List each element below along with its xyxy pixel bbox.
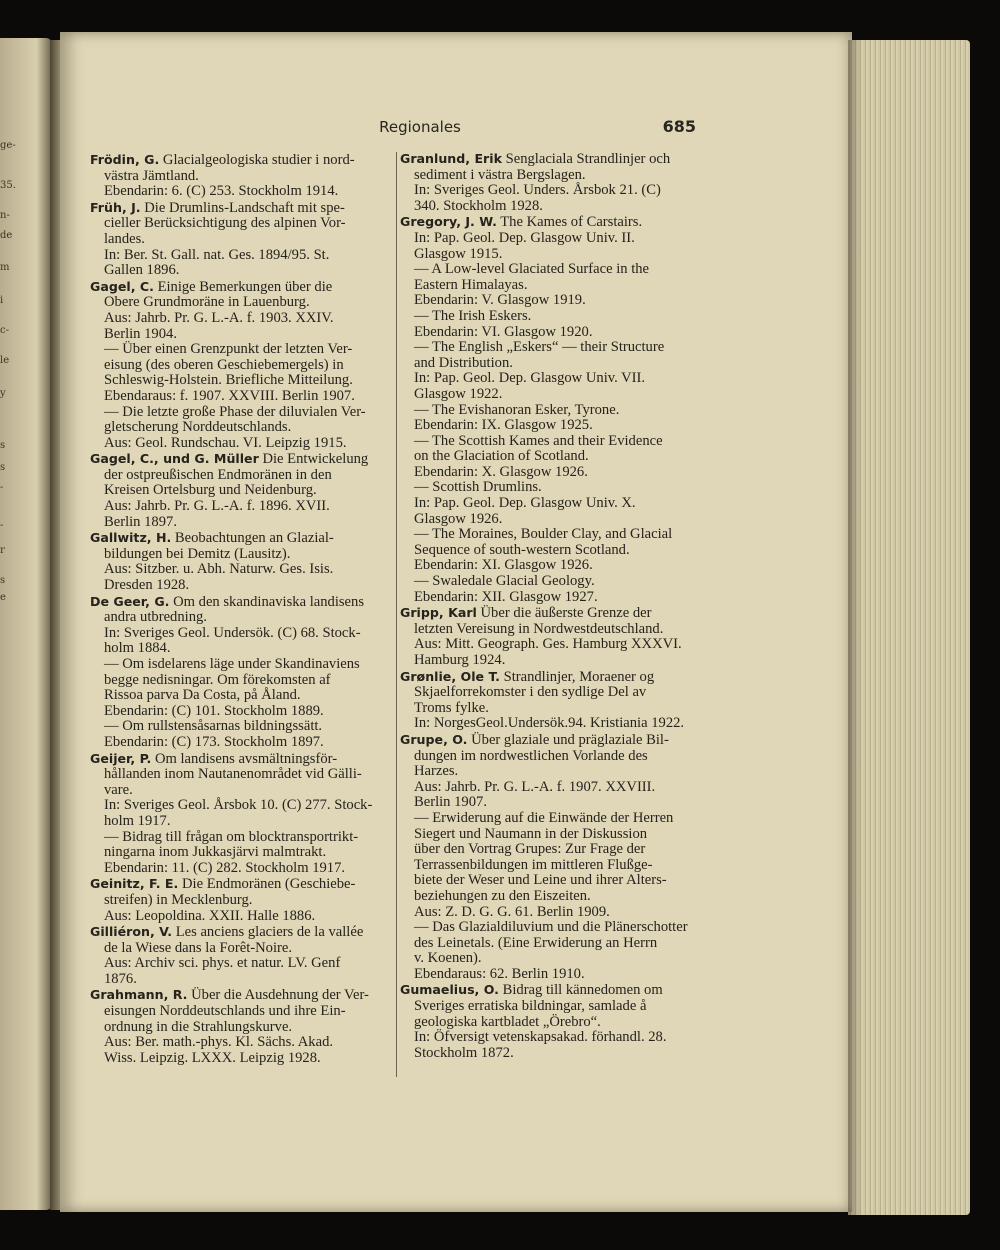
entry-first-line	[90, 876, 386, 893]
entry-text: holm 1884.	[104, 640, 171, 657]
entry-line	[90, 420, 386, 436]
entry-text: Rissoa parva Da Costa, på Åland.	[104, 687, 301, 704]
left-page-fragment: ge-	[0, 140, 16, 151]
entry-text: Troms fylke.	[414, 699, 489, 716]
entry-line	[400, 653, 700, 669]
entry-text: In: Pap. Geol. Dep. Glasgow Univ. II.	[414, 229, 635, 246]
left-page-fragment: le	[0, 355, 10, 366]
entry-text: — Bidrag till frågan om blocktransportrikt-	[104, 828, 359, 845]
entry-text: hållanden inom Nautanenområdet vid Gälli-	[104, 766, 362, 783]
entry-author: Geinitz, F. E.	[90, 876, 179, 892]
entry-line	[400, 685, 700, 701]
entry-first-line	[90, 200, 386, 217]
entry-text: Glasgow 1922.	[414, 385, 503, 402]
entry-text: letzten Vereisung in Nordwestdeutschland.	[414, 620, 664, 637]
entry-line	[400, 309, 700, 325]
entry-text: Die Entwickelung	[262, 451, 369, 468]
entry-line	[90, 657, 386, 673]
bibliography-entry	[90, 751, 386, 877]
entry-text: Aus: Jahrb. Pr. G. L.-A. f. 1903. XXIV.	[104, 309, 334, 326]
entry-line	[400, 293, 700, 309]
entry-line	[90, 845, 386, 861]
bibliography-entry	[90, 152, 386, 200]
entry-text: Les anciens glaciers de la vallée	[175, 924, 364, 941]
entry-line	[90, 688, 386, 704]
entry-text: streifen) in Mecklenburg.	[104, 891, 253, 908]
entry-first-line	[90, 152, 386, 169]
entry-line	[400, 449, 700, 465]
entry-line	[400, 434, 700, 450]
left-page-fragment: s	[0, 440, 6, 451]
entry-line	[90, 830, 386, 846]
entry-text: — The Irish Eskers.	[414, 307, 532, 324]
entry-text: and Distribution.	[414, 354, 513, 371]
entry-line	[400, 749, 700, 765]
entry-line	[90, 562, 386, 578]
entry-line	[400, 999, 700, 1015]
entry-line	[90, 972, 386, 988]
entry-text: Einige Bemerkungen über die	[157, 278, 333, 295]
entry-line	[90, 483, 386, 499]
entry-line	[400, 247, 700, 263]
entry-text: Schleswig-Holstein. Briefliche Mitteilung.	[104, 372, 353, 389]
bibliography-entry	[400, 982, 700, 1061]
entry-text: landes.	[104, 230, 145, 247]
entry-text: Aus: Z. D. G. G. 61. Berlin 1909.	[414, 903, 610, 920]
entry-line	[90, 956, 386, 972]
entry-line	[400, 527, 700, 543]
entry-text: Ebendaraus: f. 1907. XXVIII. Berlin 1907.	[104, 387, 355, 404]
entry-text: In: Sveriges Geol. Unders. Årsbok 21. (C)	[414, 182, 661, 199]
left-page-fragment: -	[0, 482, 4, 493]
entry-line	[400, 827, 700, 843]
entry-text: — Swaledale Glacial Geology.	[414, 573, 595, 590]
entry-line	[400, 371, 700, 387]
entry-line	[400, 512, 700, 528]
entry-line	[90, 893, 386, 909]
entry-line	[90, 263, 386, 279]
entry-line	[400, 168, 700, 184]
entry-text: Aus: Archiv sci. phys. et natur. LV. Genf	[104, 955, 341, 972]
entry-text: — Om isdelarens läge under Skandinaviens	[104, 656, 360, 672]
left-page-fragment: s	[0, 575, 6, 586]
entry-text: holm 1917.	[104, 812, 171, 829]
entry-text: In: Pap. Geol. Dep. Glasgow Univ. VII.	[414, 370, 646, 387]
entry-first-line	[90, 279, 386, 296]
entry-line	[400, 889, 700, 905]
entry-text: on the Glaciation of Scotland.	[414, 448, 589, 465]
entry-text: Glasgow 1926.	[414, 510, 503, 527]
entry-line	[90, 169, 386, 185]
entry-text: Om landisens avsmältningsför-	[154, 750, 338, 767]
entry-text: vare.	[104, 781, 133, 798]
entry-line	[400, 574, 700, 590]
entry-text: Die Drumlins-Landschaft mit spe-	[144, 199, 345, 216]
entry-text: Glasgow 1915.	[414, 245, 503, 262]
entry-line	[90, 798, 386, 814]
entry-text: Aus: Jahrb. Pr. G. L.-A. f. 1907. XXVIII.	[414, 778, 656, 795]
entry-line	[400, 920, 700, 936]
entry-line	[400, 780, 700, 796]
bibliography-entry	[400, 669, 700, 732]
entry-text: — Erwiderung auf die Einwände der Herren	[414, 809, 674, 826]
entry-text: Terrassenbildungen im mittleren Flußge-	[414, 856, 653, 873]
entry-line	[400, 811, 700, 827]
entry-text: bildungen bei Demitz (Lausitz).	[104, 545, 291, 562]
entry-line	[400, 590, 700, 606]
entry-text: begge nedisningar. Om förekomsten af	[104, 671, 331, 688]
entry-line	[90, 767, 386, 783]
entry-text: cieller Berücksichtigung des alpinen Vor-	[104, 215, 346, 232]
entry-text: Aus: Jahrb. Pr. G. L.-A. f. 1896. XVII.	[104, 498, 330, 515]
entry-line	[400, 701, 700, 717]
entry-text: — Om rullstensåsarnas bildningssätt.	[104, 718, 323, 735]
entry-line	[400, 951, 700, 967]
entry-author: Gagel, C.	[90, 278, 154, 294]
entry-line	[90, 941, 386, 957]
entry-text: Skjaelforrekomster i den sydlige Del av	[414, 684, 647, 701]
entry-line	[400, 873, 700, 889]
entry-text: In: Pap. Geol. Dep. Glasgow Univ. X.	[414, 495, 636, 512]
entry-author: Gumaelius, O.	[400, 982, 499, 998]
entry-text: Über glaziale und präglaziale Bil-	[471, 731, 669, 748]
entry-line	[400, 465, 700, 481]
entry-line	[400, 199, 700, 215]
column-divider	[396, 152, 397, 1077]
entry-line	[400, 716, 700, 732]
entry-text: Sequence of south-western Scotland.	[414, 541, 630, 558]
entry-line	[90, 358, 386, 374]
entry-text: Hamburg 1924.	[414, 652, 506, 668]
left-page-fragment: m	[0, 262, 10, 273]
entry-text: Über die äußerste Grenze der	[480, 605, 652, 622]
left-page-fragment: s	[0, 462, 6, 473]
entry-line	[400, 936, 700, 952]
entry-text: Harzes.	[414, 763, 459, 780]
page-number: 685	[662, 117, 696, 136]
entry-first-line	[400, 669, 700, 686]
entry-text: Ebendarin: V. Glasgow 1919.	[414, 292, 586, 309]
left-page-fragment: e	[0, 592, 6, 603]
bibliography-entry	[400, 151, 700, 214]
entry-text: gletscherung Norddeutschlands.	[104, 419, 292, 436]
entry-text: In: NorgesGeol.Undersök.94. Kristiania 1922.	[414, 715, 685, 732]
entry-line	[400, 1030, 700, 1046]
entry-text: eisung (des oberen Geschiebemergels) in	[104, 356, 344, 373]
entry-text: In: Sveriges Geol. Undersök. (C) 68. Stock-	[104, 624, 361, 641]
entry-text: Ebendarin: 11. (C) 282. Stockholm 1917.	[104, 859, 346, 876]
entry-text: Aus: Geol. Rundschau. VI. Leipzig 1915.	[104, 434, 347, 451]
entry-line	[90, 295, 386, 311]
entry-line	[90, 814, 386, 830]
entry-line	[90, 547, 386, 563]
entry-line	[90, 499, 386, 515]
entry-line	[90, 216, 386, 232]
entry-text: Aus: Leopoldina. XXII. Halle 1886.	[104, 907, 316, 924]
entry-text: västra Jämtland.	[104, 167, 199, 184]
entry-line	[400, 637, 700, 653]
entry-text: ordnung in die Strahlungskurve.	[104, 1018, 293, 1035]
entry-line	[400, 622, 700, 638]
bibliography-entry	[400, 214, 700, 605]
left-page-fragment: i	[0, 295, 4, 306]
entry-text: Stockholm 1872.	[414, 1044, 514, 1061]
entry-first-line	[90, 451, 386, 468]
entry-author: Grønlie, Ole T.	[400, 668, 500, 684]
entry-line	[400, 403, 700, 419]
entry-first-line	[400, 605, 700, 622]
entry-line	[90, 232, 386, 248]
entry-text: Strandlinjer, Moraener og	[503, 668, 655, 685]
bibliography-entry	[90, 451, 386, 530]
bibliography-entry	[90, 876, 386, 924]
entry-line	[400, 967, 700, 983]
entry-first-line	[400, 732, 700, 749]
entry-text: Aus: Sitzber. u. Abh. Naturw. Ges. Isis.	[104, 561, 334, 578]
entry-line	[90, 673, 386, 689]
entry-text: der ostpreußischen Endmoränen in den	[104, 466, 332, 483]
entry-line	[400, 1015, 700, 1031]
entry-text: eisungen Norddeutschlands und ihre Ein-	[104, 1003, 346, 1020]
entry-line	[400, 325, 700, 341]
entry-first-line	[90, 594, 386, 611]
entry-text: In: Sveriges Geol. Årsbok 10. (C) 277. Stock-	[104, 797, 373, 814]
entry-line	[400, 1046, 700, 1062]
entry-text: Dresden 1928.	[104, 577, 190, 594]
left-page-fragment: c-	[0, 325, 9, 336]
bibliography-entry	[90, 530, 386, 593]
bibliography-entry	[400, 732, 700, 983]
entry-line	[400, 278, 700, 294]
entry-text: — The Evishanoran Esker, Tyrone.	[414, 401, 620, 418]
entry-text: über den Vortrag Grupes: Zur Frage der	[414, 841, 646, 858]
entry-text: — The Scottish Kames and their Evidence	[414, 432, 663, 449]
entry-line	[400, 543, 700, 559]
entry-text: — The Moraines, Boulder Clay, and Glacial	[414, 526, 673, 543]
entry-text: Bidrag till kännedomen om	[502, 982, 663, 999]
entry-text: In: Öfversigt vetenskapsakad. förhandl. 28.	[414, 1029, 667, 1046]
bibliography-entry	[90, 924, 386, 987]
entry-first-line	[90, 751, 386, 768]
entry-text: Ebendarin: 6. (C) 253. Stockholm 1914.	[104, 183, 339, 200]
entry-line	[400, 496, 700, 512]
entry-line	[90, 783, 386, 799]
entry-author: Gregory, J. W.	[400, 214, 497, 230]
entry-text: Siegert und Naumann in der Diskussion	[414, 825, 648, 842]
entry-text: The Kames of Carstairs.	[500, 214, 643, 231]
entry-line	[90, 436, 386, 452]
entry-text: geologiska kartbladet „Örebro“.	[414, 1013, 601, 1030]
left-page-fragment: r	[0, 545, 5, 556]
left-column	[90, 152, 386, 1066]
entry-text: — Das Glazialdiluvium und die Plänerschotter	[414, 919, 688, 936]
left-page-fragment: n-	[0, 210, 10, 221]
entry-text: Wiss. Leipzig. LXXX. Leipzig 1928.	[104, 1049, 321, 1066]
entry-text: Aus: Ber. math.-phys. Kl. Sächs. Akad.	[104, 1034, 334, 1051]
entry-text: Beobachtungen an Glazial-	[174, 530, 334, 547]
left-page-fragment: de	[0, 230, 13, 241]
entry-line	[90, 719, 386, 735]
entry-line	[90, 311, 386, 327]
entry-text: — Scottish Drumlins.	[414, 479, 542, 496]
entry-text: Ebendarin: VI. Glasgow 1920.	[414, 323, 593, 340]
bibliography-entry	[90, 594, 386, 751]
entry-first-line	[400, 214, 700, 231]
page-edge-shadow	[848, 40, 862, 1215]
entry-text: Ebendarin: (C) 101. Stockholm 1889.	[104, 702, 324, 719]
entry-first-line	[400, 982, 700, 999]
entry-line	[400, 262, 700, 278]
bibliography-entry	[400, 605, 700, 668]
entry-line	[90, 1051, 386, 1067]
entry-line	[90, 641, 386, 657]
page-block-edge	[848, 40, 970, 1215]
entry-text: Eastern Himalayas.	[414, 276, 528, 293]
entry-text: biete der Weser und Leine und ihrer Alters-	[414, 872, 667, 889]
entry-text: Berlin 1904.	[104, 325, 177, 342]
running-title: Regionales	[379, 118, 461, 136]
entry-line	[400, 356, 700, 372]
entry-text: Aus: Mitt. Geograph. Ges. Hamburg XXXVI.	[414, 636, 682, 653]
entry-text: dungen im nordwestlichen Vorlande des	[414, 747, 648, 764]
entry-line	[90, 389, 386, 405]
entry-line	[400, 480, 700, 496]
entry-text: — Die letzte große Phase der diluvialen Ver-	[104, 403, 366, 420]
entry-author: Grahmann, R.	[90, 987, 188, 1003]
entry-author: Grupe, O.	[400, 731, 468, 747]
entry-line	[90, 1035, 386, 1051]
entry-author: Gallwitz, H.	[90, 530, 172, 546]
entry-line	[90, 468, 386, 484]
entry-text: — The English „Eskers“ — their Structure	[414, 339, 665, 356]
entry-text: 1876.	[104, 970, 137, 987]
entry-text: andra utbredning.	[104, 609, 207, 626]
entry-line	[400, 795, 700, 811]
entry-line	[90, 373, 386, 389]
entry-line	[90, 578, 386, 594]
entry-line	[400, 418, 700, 434]
entry-text: sediment i västra Bergslagen.	[414, 166, 586, 183]
entry-line	[90, 861, 386, 877]
entry-text: Ebendarin: X. Glasgow 1926.	[414, 463, 588, 480]
entry-line	[90, 626, 386, 642]
entry-line	[90, 1004, 386, 1020]
left-page-fragment: y	[0, 388, 6, 399]
entry-author: Gagel, C., und G. Müller	[90, 451, 259, 467]
entry-text: Die Endmoränen (Geschiebe-	[181, 876, 356, 893]
entry-line	[400, 764, 700, 780]
entry-text: Ebendarin: XII. Glasgow 1927.	[414, 588, 598, 605]
entry-author: Geijer, P.	[90, 750, 152, 766]
entry-line	[400, 231, 700, 247]
entry-line	[90, 704, 386, 720]
entry-author: Gripp, Karl	[400, 605, 477, 621]
entry-line	[400, 183, 700, 199]
entry-text: ningarna inom Jukkasjärvi malmtrakt.	[104, 844, 327, 861]
entry-line	[400, 905, 700, 921]
entry-text: v. Koenen).	[414, 950, 482, 967]
entry-line	[90, 610, 386, 626]
entry-line	[400, 842, 700, 858]
entry-text: Berlin 1897.	[104, 513, 177, 530]
entry-text: Obere Grundmoräne in Lauenburg.	[104, 294, 310, 311]
entry-author: Gilliéron, V.	[90, 924, 173, 940]
entry-text: 340. Stockholm 1928.	[414, 197, 543, 214]
entry-line	[90, 735, 386, 751]
entry-author: De Geer, G.	[90, 593, 170, 609]
entry-first-line	[400, 151, 700, 168]
left-page-fragment: 35.	[0, 180, 16, 191]
entry-line	[400, 858, 700, 874]
entry-text: Ebendarin: XI. Glasgow 1926.	[414, 557, 593, 574]
left-page-fragment: -	[0, 520, 4, 531]
entry-author: Granlund, Erik	[400, 151, 502, 166]
entry-line	[90, 248, 386, 264]
entry-line	[90, 909, 386, 925]
entry-text: Ebendarin: (C) 173. Stockholm 1897.	[104, 733, 324, 750]
bibliography-entry	[90, 279, 386, 452]
entry-first-line	[90, 987, 386, 1004]
entry-author: Früh, J.	[90, 199, 141, 215]
entry-first-line	[90, 924, 386, 941]
entry-text: — Über einen Grenzpunkt der letzten Ver-	[104, 341, 353, 358]
entry-text: Berlin 1907.	[414, 794, 487, 811]
entry-text: des Leinetals. (Eine Erwiderung an Herrn	[414, 934, 658, 951]
entry-first-line	[90, 530, 386, 547]
entry-line	[90, 327, 386, 343]
entry-text: Über die Ausdehnung der Ver-	[191, 987, 369, 1004]
entry-text: Ebendaraus: 62. Berlin 1910.	[414, 965, 585, 982]
entry-text: de la Wiese dans la Forêt-Noire.	[104, 939, 292, 956]
entry-text: — A Low-level Glaciated Surface in the	[414, 261, 650, 278]
entry-text: Ebendarin: IX. Glasgow 1925.	[414, 417, 593, 434]
entry-line	[400, 558, 700, 574]
entry-author: Frödin, G.	[90, 152, 160, 167]
entry-text: In: Ber. St. Gall. nat. Ges. 1894/95. St.	[104, 246, 330, 263]
entry-line	[90, 515, 386, 531]
bibliography-entry	[90, 987, 386, 1066]
entry-text: Kreisen Ortelsburg und Neidenburg.	[104, 482, 317, 499]
entry-text: beziehungen zu den Eiszeiten.	[414, 887, 591, 904]
entry-text: Om den skandinaviska landisens	[173, 593, 365, 610]
entry-line	[400, 387, 700, 403]
entry-line	[90, 342, 386, 358]
entry-line	[90, 1020, 386, 1036]
entry-text: Sveriges erratiska bildningar, samlade å	[414, 998, 647, 1015]
entry-text: Glacialgeologiska studier i nord-	[162, 152, 355, 168]
entry-text: Senglaciala Strandlinjer och	[505, 151, 671, 167]
entry-line	[400, 340, 700, 356]
right-column	[400, 151, 700, 1061]
bibliography-entry	[90, 200, 386, 279]
entry-line	[90, 405, 386, 421]
entry-text: Gallen 1896.	[104, 262, 180, 279]
entry-line	[90, 184, 386, 200]
